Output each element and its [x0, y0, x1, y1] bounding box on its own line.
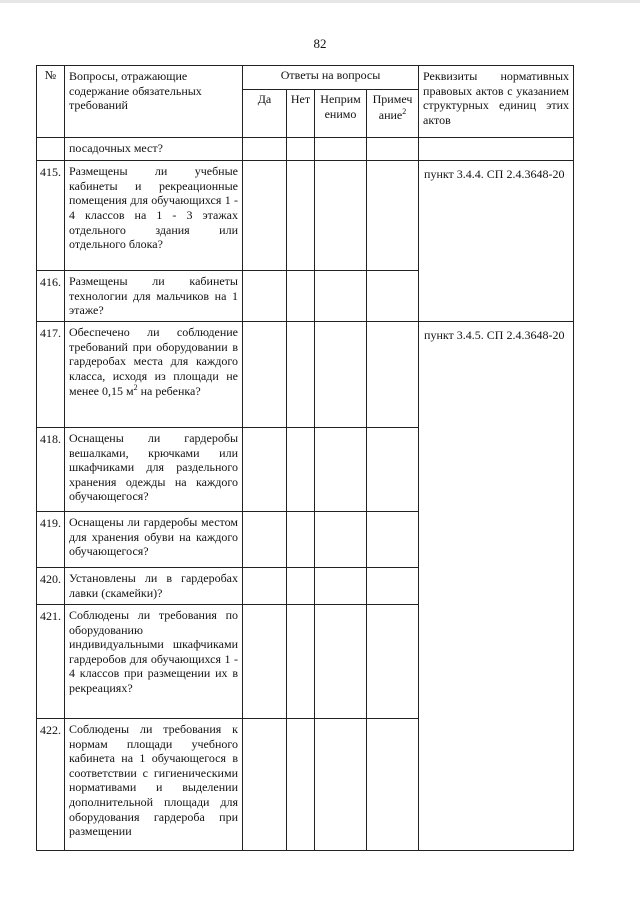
requisites-ref: пункт 3.4.5. СП 2.4.3648-20: [419, 321, 574, 850]
top-edge: [0, 0, 640, 3]
header-requisites: Реквизиты нормативных правовых актов с указанием структурных единиц этих актов: [419, 66, 574, 138]
continuation-text: посадочных мест?: [65, 138, 243, 161]
row-number: 421.: [37, 604, 65, 718]
header-num: №: [37, 66, 65, 138]
header-not-applicable: Неприм енимо: [315, 90, 367, 138]
table-row: [37, 138, 574, 161]
row-question: Оснащены ли гардеробы вешалками, крючками или шкафчиками для раздельного хранения одежды на каждого обучающегося?: [65, 427, 243, 511]
row-question: Установлены ли в гардеробах лавки (скамейки)?: [65, 567, 243, 604]
row-number: 417.: [37, 321, 65, 427]
row-number: 415.: [37, 161, 65, 271]
table-row: [37, 321, 574, 427]
table-row: [37, 161, 574, 271]
page-number: 82: [313, 36, 327, 51]
row-number: 418.: [37, 427, 65, 511]
row-question: Соблюдены ли требования к нормам площади учебного кабинета на 1 обучающегося в соответствии с гигиеническими нормативами и выделении дополнительной площади для оборудования гардероба при размещении: [65, 718, 243, 850]
row-number: 416.: [37, 271, 65, 322]
row-question: Соблюдены ли требования по оборудованию индивидуальными шкафчиками гардеробов для обучающихся 1 - 4 классов при размещении их в рекреациях?: [65, 604, 243, 718]
row-question: Размещены ли кабинеты технологии для мальчиков на 1 этаже?: [65, 271, 243, 322]
row-question: Обеспечено ли соблюдение требований при оборудовании в гардеробах места для каждого класса, исходя из площади не менее 0,15 $м^2$ на ребенка?: [65, 321, 243, 427]
row-question: Оснащены ли гардеробы местом для хранения обуви на каждого обучающегося?: [65, 511, 243, 567]
row-number: 422.: [37, 718, 65, 850]
header-answers: Ответы на вопросы: [243, 66, 419, 90]
row-number: 420.: [37, 567, 65, 604]
requisites-ref: пункт 3.4.4. СП 2.4.3648-20: [419, 161, 574, 322]
header-yes: Да: [243, 90, 287, 138]
header-note: Примеч ание$^2$: [367, 90, 419, 138]
header-question: Вопросы, отражающие содержание обязательных требований: [65, 66, 243, 138]
header-no: Нет: [287, 90, 315, 138]
row-question: Размещены ли учебные кабинеты и рекреационные помещения для обучающихся 1 - 4 классов на 1 - 3 этажах отдельного здания или отдельного блока?: [65, 161, 243, 271]
row-number: 419.: [37, 511, 65, 567]
requirements-table: [36, 65, 574, 851]
